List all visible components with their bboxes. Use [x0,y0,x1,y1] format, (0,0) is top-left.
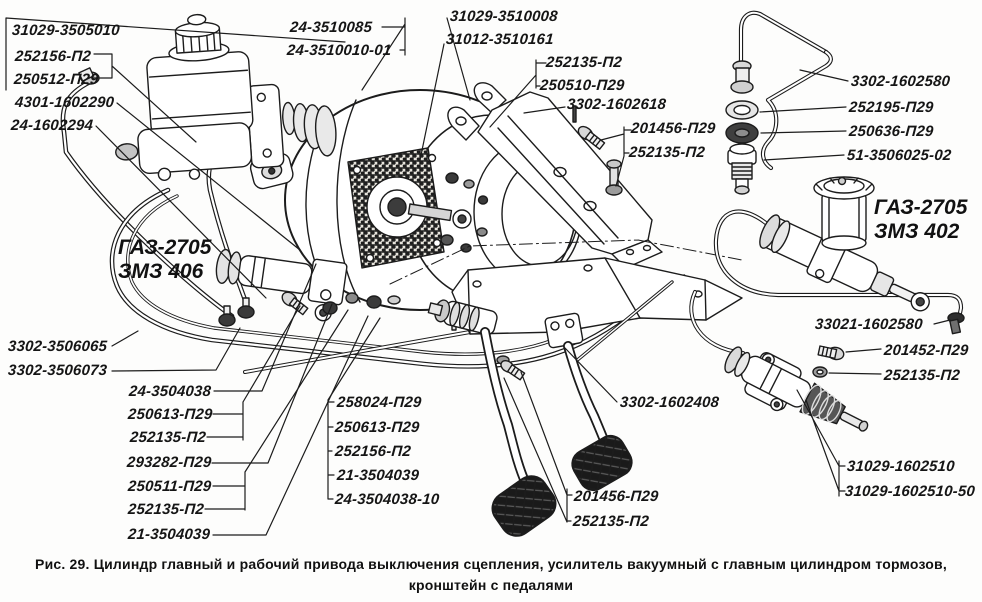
pipe-3302-1602580 [726,13,831,194]
variant-line: ЗМЗ 406 [118,260,204,283]
brake-pedal-pad [567,431,636,495]
figure-caption-line1: Рис. 29. Цилиндр главный и рабочий привода выключения сцепления, усилитель вакуумный с главным цилиндром тормозов, [35,556,947,572]
part-label: 250613-П29 [127,406,214,423]
part-label: 3302-1602408 [619,394,720,411]
part-label: 31012-3510161 [445,31,555,48]
part-label: 201456-П29 [573,488,660,505]
part-label: 258024-П29 [336,394,423,411]
part-label: 252135-П2 [129,429,207,446]
part-label: 33021-1602580 [814,316,924,333]
part-label: 252135-П2 [127,501,205,518]
part-label: 31029-1602510-50 [844,483,976,500]
part-label: 252156-П2 [334,443,412,460]
reservoir-402 [814,177,874,250]
part-label: 24-3504038-10 [334,491,440,508]
part-label: 31029-1602510 [846,458,956,475]
part-label: 250636-П29 [848,123,935,140]
clutch-pedal-pad [486,470,562,542]
variant-heading-zmz406 [118,236,211,284]
part-label: 24-3504038 [128,383,212,400]
part-label: 201456-П29 [630,120,717,137]
part-label: 51-3506025-02 [846,147,952,164]
part-label: 250613-П29 [334,419,421,436]
part-label: 3302-3506065 [7,338,108,355]
part-label: 201452-П29 [883,342,970,359]
variant-heading-zmz402 [874,196,967,244]
switch-51-3506025 [728,144,756,194]
part-label: 250511-П29 [127,478,213,495]
part-label: 3302-3506073 [7,362,108,379]
part-label: 252135-П2 [628,144,706,161]
part-label: 252156-П2 [14,48,92,65]
part-label: 252195-П29 [848,99,935,116]
variant-line: ГАЗ-2705 [874,196,968,219]
part-label: 31029-3505010 [11,22,121,39]
part-label: 250512-П29 [13,71,100,88]
part-label: 24-1602294 [10,117,94,134]
part-label: 293282-П29 [126,454,213,471]
part-label: 4301-1602290 [14,94,115,111]
figure-caption-line2: кронштейн с педалями [408,577,574,593]
pedal-clamp [545,313,584,348]
part-label: 21-3504039 [336,467,420,484]
variant-line: ЗМЗ 402 [874,220,960,243]
bolt-201452 [818,344,845,361]
part-label: 3302-1602580 [850,73,951,90]
variant-line: ГАЗ-2705 [118,236,212,259]
part-label: 21-3504039 [127,526,211,543]
pipe-fitting-33021 [948,313,964,334]
part-label: 250510-П29 [539,77,626,94]
part-label: 24-3510085 [289,19,373,36]
part-label: 31029-3510008 [449,8,559,25]
part-label: 3302-1602618 [566,96,667,113]
part-label: 24-3510010-01 [286,42,392,59]
part-label: 252135-П2 [883,367,961,384]
brake-pedal [567,346,636,495]
part-label: 252135-П2 [572,513,650,530]
part-label: 252135-П2 [545,54,623,71]
